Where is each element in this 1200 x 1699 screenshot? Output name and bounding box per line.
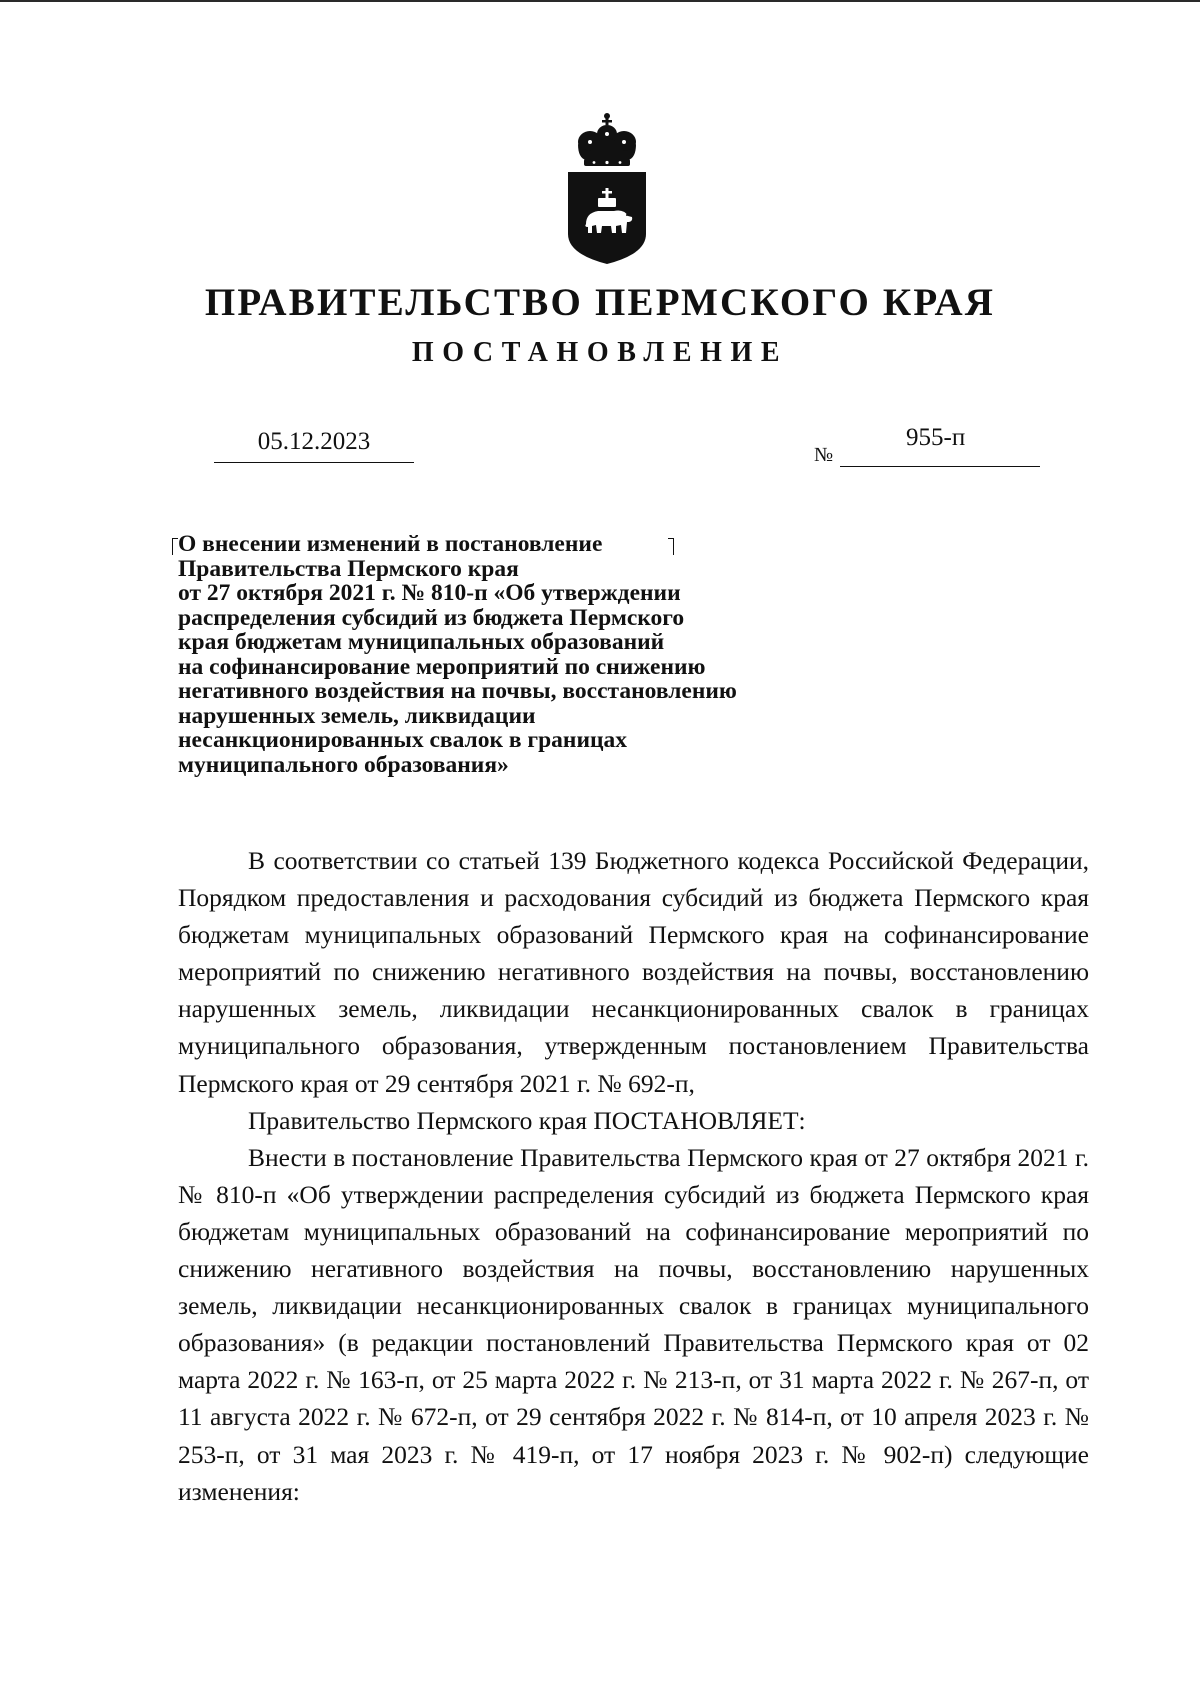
document-number: [814, 424, 1040, 468]
scan-edge: [0, 0, 1200, 2]
amendment-paragraph: Внести в постановление Правительства Пермского края от 27 октября 2021 г. № 810-п «Об утверждении распределения субсидий из бюджета Пермского края бюджетам муниципальных образований на софинансирование мероприятий по снижению негативного воздействия на почвы, восстановлению нарушенных земель, ликвидации несанкционированных свалок в границах муниципального образования» (в редакции постановлений Правительства Пермского края от 02 марта 2022 г. № 163-п, от 25 марта 2022 г. № 213-п, от 31 марта 2022 г. № 267-п, от 11 августа 2022 г. № 672-п, от 29 сентября 2022 г. № 814-п, от 10 апреля 2023 г. № 253-п, от 31 мая 2023 г. № 419-п, от 17 ноября 2023 г. № 902-п) следующие изменения:: [178, 1142, 1089, 1506]
document-type: ПОСТАНОВЛЕНИЕ: [411, 337, 789, 368]
subject-line: нарушенных земель, ликвидации: [178, 702, 536, 729]
subject-line: края бюджетам муниципальных образований: [178, 629, 665, 655]
preamble-paragraph: В соответствии со статьей 139 Бюджетного кодекса Российской Федерации, Порядком предоставления и расходования субсидий из бюджета Пермского края бюджетам муниципальных образований Пермского края на софинансирование мероприятий по снижению негативного воздействия на почвы, восстановлению нарушенных земель, ликвидации несанкционированных свалок в границах муниципального образования, утвержденным постановлением Правительства Пермского края от 29 сентября 2021 г. № 692-п,: [178, 846, 1089, 1098]
date-underline: [214, 462, 414, 463]
subject-line: О внесении изменений в постановление: [178, 531, 603, 557]
subject-line: распределения субсидий из бюджета Пермского: [178, 604, 685, 631]
subject-line: Правительства Пермского края: [178, 555, 519, 582]
subject-corner-mark-right: [668, 538, 674, 555]
document-subject: [178, 532, 858, 777]
subject-line: несанкционированных свалок в границах: [178, 727, 628, 753]
subject-line: на софинансирование мероприятий по снижению: [178, 653, 706, 680]
resolves-paragraph: Правительство Пермского края ПОСТАНОВЛЯЕТ:: [248, 1105, 806, 1135]
subject-line: от 27 октября 2021 г. № 810-п «Об утверждении: [178, 580, 681, 606]
number-value: 955-п: [906, 424, 966, 451]
document-date: [214, 428, 414, 463]
number-label: №: [814, 444, 834, 466]
coat-of-arms-icon: [560, 112, 654, 266]
date-value: 05.12.2023: [257, 428, 371, 455]
document-body: [178, 842, 1089, 1510]
subject-line: негативного воздействия на почвы, восстановлению: [178, 678, 737, 704]
subject-corner-mark-left: [172, 538, 178, 555]
number-underline: [840, 466, 1040, 467]
government-title: ПРАВИТЕЛЬСТВО ПЕРМСКОГО КРАЯ: [204, 281, 996, 324]
subject-line: муниципального образования»: [178, 751, 509, 778]
